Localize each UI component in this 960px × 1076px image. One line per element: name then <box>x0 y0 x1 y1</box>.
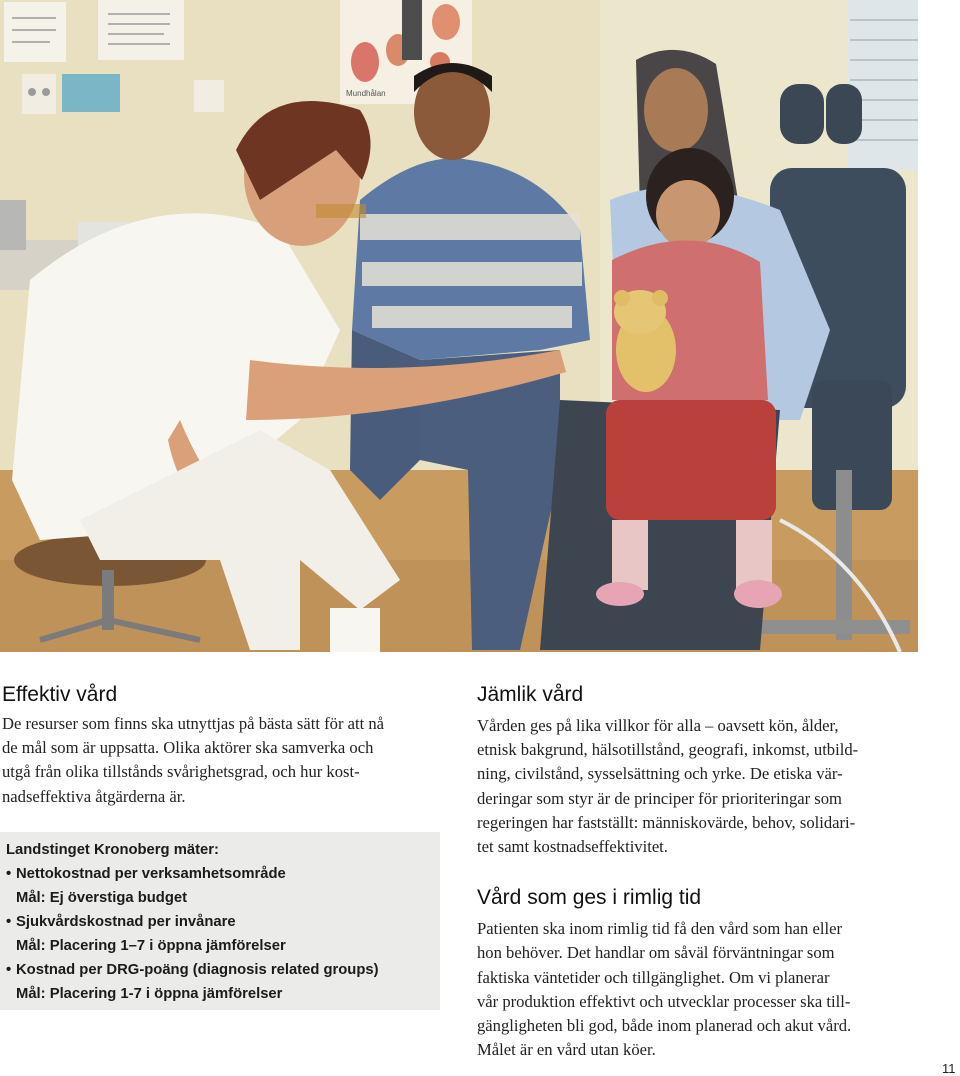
measures-box <box>0 832 440 1010</box>
effektiv-line: De resurser som finns ska utnyttjas på bästa sätt för att nå <box>2 714 385 733</box>
power-outlet <box>22 74 56 114</box>
poster-title: Mundhålan <box>346 89 386 98</box>
measure-item <box>6 958 440 982</box>
measure-label: Nettokostnad per verksamhetsområde <box>16 866 286 882</box>
rimlig-line: vår produktion effektivt och utvecklar processer ska till- <box>477 991 851 1011</box>
right-column <box>477 680 917 1062</box>
rimlig-line: faktiska väntetider och tillgänglighet. Om vi planerar <box>477 967 830 987</box>
effektiv-heading: Effektiv vård <box>2 683 118 706</box>
page-number: 11 <box>942 1061 956 1076</box>
measure-item <box>6 862 440 886</box>
measure-goal: Mål: Placering 1–7 i öppna jämförelser <box>16 938 286 954</box>
measure-item <box>6 910 440 934</box>
measure-label: Kostnad per DRG-poäng (diagnosis related groups) <box>16 962 379 978</box>
jamlik-line: deringar som styr är de principer för prioriteringar som <box>477 788 842 808</box>
effektiv-body <box>2 712 442 809</box>
window <box>848 0 918 170</box>
wall-notice <box>98 0 184 60</box>
jamlik-line: ning, civilstånd, sysselsättning och yrke. De etiska vär- <box>477 764 843 784</box>
rimlig-heading: Vård som ges i rimlig tid <box>477 886 702 910</box>
effektiv-line: utgå från olika tillstånds svårighetsgrad, och hur kost- <box>2 762 360 782</box>
measure-label: Sjukvårdskostnad per invånare <box>16 914 236 930</box>
effektiv-line: de mål som är uppsatta. Olika aktörer ska samverka och <box>2 738 374 758</box>
bullet-icon: • <box>6 962 12 978</box>
measure-goal: Mål: Ej överstiga budget <box>16 890 188 906</box>
rimlig-line: Målet är en vård utan köer. <box>477 1040 656 1060</box>
measure-goal: Mål: Placering 1-7 i öppna jämförelser <box>16 986 283 1002</box>
jamlik-body <box>477 714 917 859</box>
jamlik-line: Vården ges på lika villkor för alla – oavsett kön, ålder, <box>477 716 839 735</box>
jamlik-line: regeringen har fastställt: människovärde, behov, solidari- <box>477 812 856 832</box>
measures-title: Landstinget Kronoberg mäter: <box>6 842 219 858</box>
bullet-icon: • <box>6 914 12 930</box>
jamlik-heading: Jämlik vård <box>477 683 584 706</box>
jamlik-line: tet samt kostnadseffektivitet. <box>477 837 668 857</box>
wall-sign <box>62 74 120 112</box>
jamlik-line: etnisk bakgrund, hälsotillstånd, geografi, inkomst, utbild- <box>477 740 859 760</box>
rimlig-line: gängligheten bli god, både inom planerad och akut vård. <box>477 1016 852 1036</box>
wall-notice <box>4 2 66 62</box>
rimlig-body <box>477 917 917 1062</box>
effektiv-line: nadseffektiva åtgärderna är. <box>2 786 186 806</box>
rimlig-line: Patienten ska inom rimlig tid få den vård som han eller <box>477 919 842 939</box>
bullet-icon: • <box>6 866 12 882</box>
effektiv-section <box>2 680 442 809</box>
rimlig-line: hon behöver. Det handlar om såväl förväntningar som <box>477 943 835 963</box>
